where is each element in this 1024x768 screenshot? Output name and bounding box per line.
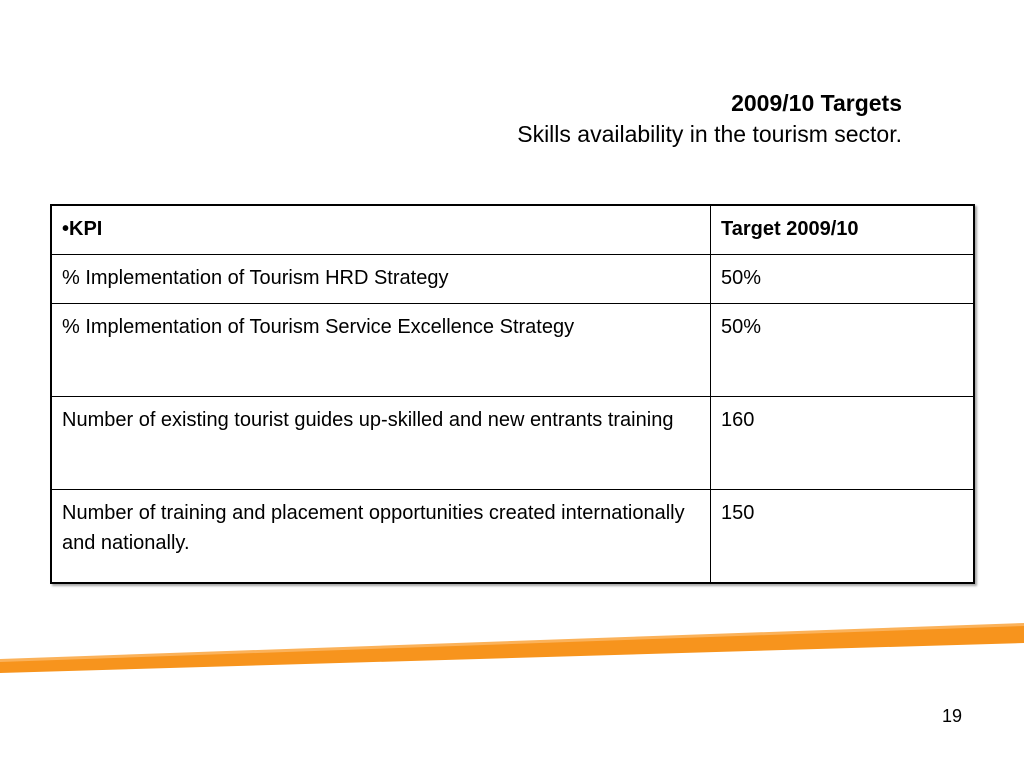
page-number: 19	[941, 706, 962, 726]
table-row	[51, 397, 974, 490]
swoosh-main-band	[0, 625, 1024, 673]
orange-swoosh-decoration	[0, 615, 1024, 685]
kpi-cell: Number of existing tourist guides up-skilled and new entrants training	[51, 397, 711, 490]
kpi-table	[50, 204, 975, 584]
kpi-cell: % Implementation of Tourism Service Excellence Strategy	[51, 304, 711, 397]
target-cell: 160	[711, 397, 975, 490]
table-header-row	[51, 205, 974, 255]
title-block	[517, 88, 902, 150]
target-header-cell: Target 2009/10	[711, 205, 975, 255]
slide-title: 2009/10 Targets	[731, 90, 902, 116]
kpi-cell: Number of training and placement opportunities created internationally and nationally.	[51, 490, 711, 584]
slide-subtitle: Skills availability in the tourism sector.	[517, 121, 902, 147]
table-row	[51, 490, 974, 584]
kpi-cell: % Implementation of Tourism HRD Strategy	[51, 255, 711, 304]
kpi-header-cell: •KPI	[51, 205, 711, 255]
table-row	[51, 304, 974, 397]
table-row	[51, 255, 974, 304]
target-cell: 50%	[711, 304, 975, 397]
target-cell: 150	[711, 490, 975, 584]
target-cell: 50%	[711, 255, 975, 304]
